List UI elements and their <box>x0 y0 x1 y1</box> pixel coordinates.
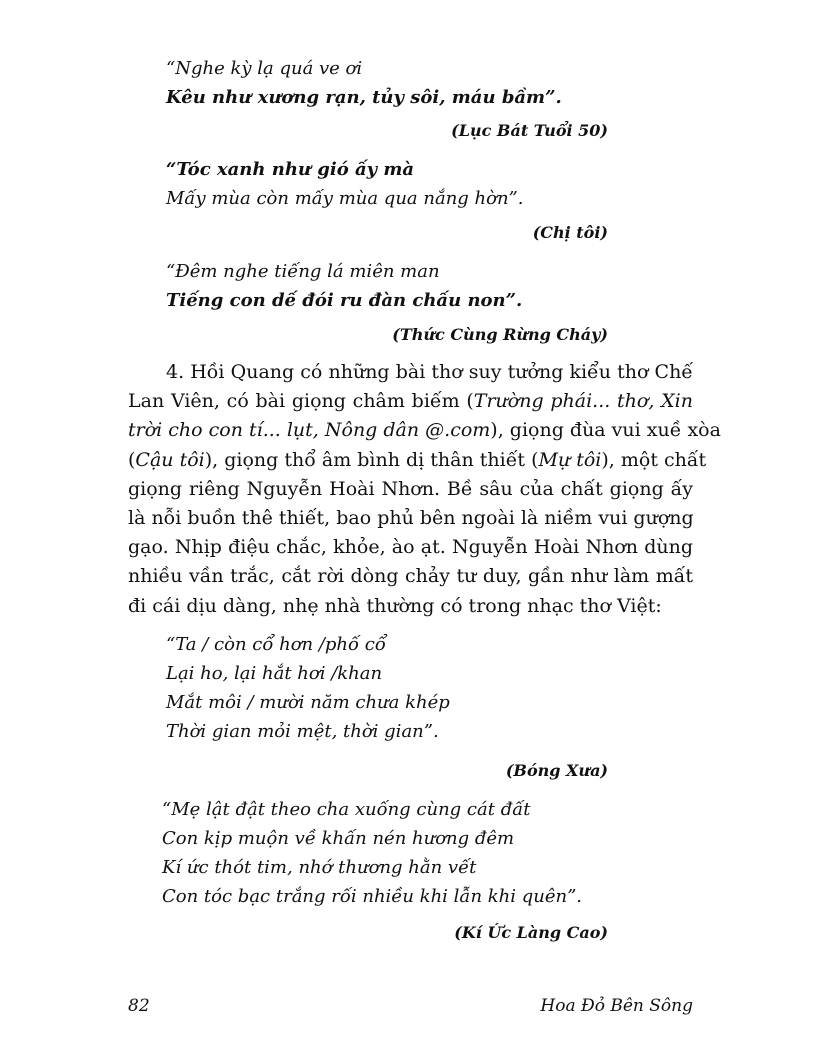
poem-quote-5 <box>162 795 632 911</box>
paragraph-line: (Cậu tôi), giọng thổ âm bình dị thân thiết (Mự tôi), một chất <box>128 448 707 471</box>
paragraph-line: giọng riêng Nguyễn Hoài Nhơn. Bề sâu của chất giọng ấy <box>128 477 693 500</box>
page-number: 82 <box>128 996 150 1016</box>
poem-line: Kêu như xương rạn, tủy sôi, máu bầm”. <box>166 87 562 108</box>
poem-source-1: (Lục Bát Tuổi 50) <box>451 121 608 140</box>
poem-line: Lại ho, lại hắt hơi /khan <box>166 663 383 684</box>
poem-source-4: (Bóng Xưa) <box>505 761 608 780</box>
paragraph-line: trời cho con tí... lụt, Nông dân @.com), giọng đùa vui xuề xòa <box>128 419 721 442</box>
poem-source-3: (Thức Cùng Rừng Cháy) <box>392 325 608 344</box>
poem-quote-4 <box>166 630 636 746</box>
paragraph-line: 4. Hồi Quang có những bài thơ suy tưởng kiểu thơ Chế <box>166 361 693 383</box>
poem-line: Tiếng con dế đói ru đàn chấu non”. <box>166 290 523 311</box>
poem-line: Thời gian mỏi mệt, thời gian”. <box>166 721 439 742</box>
poem-quote-2 <box>166 155 636 213</box>
paragraph-line: gạo. Nhịp điệu chắc, khỏe, ào ạt. Nguyễn Hoài Nhơn dùng <box>128 536 693 559</box>
poem-source-5: (Kí Ức Làng Cao) <box>454 923 608 942</box>
poem-line: “Nghe kỳ lạ quá ve ơi <box>166 58 363 79</box>
paragraph-line: đi cái dịu dàng, nhẹ nhà thường có trong nhạc thơ Việt: <box>128 594 662 617</box>
poem-line: Mắt môi / mười năm chưa khép <box>166 692 450 713</box>
running-title: Hoa Đỏ Bên Sông <box>540 996 693 1016</box>
poem-line: Con kịp muộn về khấn nén hương đêm <box>162 828 515 849</box>
paragraph-line: là nỗi buồn thê thiết, bao phủ bên ngoài là niềm vui gượng <box>128 507 694 530</box>
poem-quote-1 <box>166 54 636 112</box>
poem-line: Con tóc bạc trắng rối nhiều khi lẫn khi quên”. <box>162 886 583 907</box>
body-paragraph <box>128 358 721 621</box>
poem-line: Mấy mùa còn mấy mùa qua nắng hờn”. <box>166 188 524 209</box>
poem-line: “Đêm nghe tiếng lá miên man <box>166 261 440 282</box>
poem-source-2: (Chị tôi) <box>532 223 608 242</box>
poem-line: Kí ức thót tim, nhớ thương hằn vết <box>162 857 477 878</box>
poem-quote-3 <box>166 257 636 315</box>
poem-line: “Ta / còn cổ hơn /phố cổ <box>166 634 386 655</box>
paragraph-line: Lan Viên, có bài giọng châm biếm (Trường phái... thơ, Xin <box>128 390 693 413</box>
poem-line: “Mẹ lật đật theo cha xuống cùng cát đất <box>162 799 531 820</box>
poem-line: “Tóc xanh như gió ấy mà <box>166 159 415 180</box>
paragraph-line: nhiều vần trắc, cắt rời dòng chảy tư duy, gần như làm mất <box>128 565 693 588</box>
